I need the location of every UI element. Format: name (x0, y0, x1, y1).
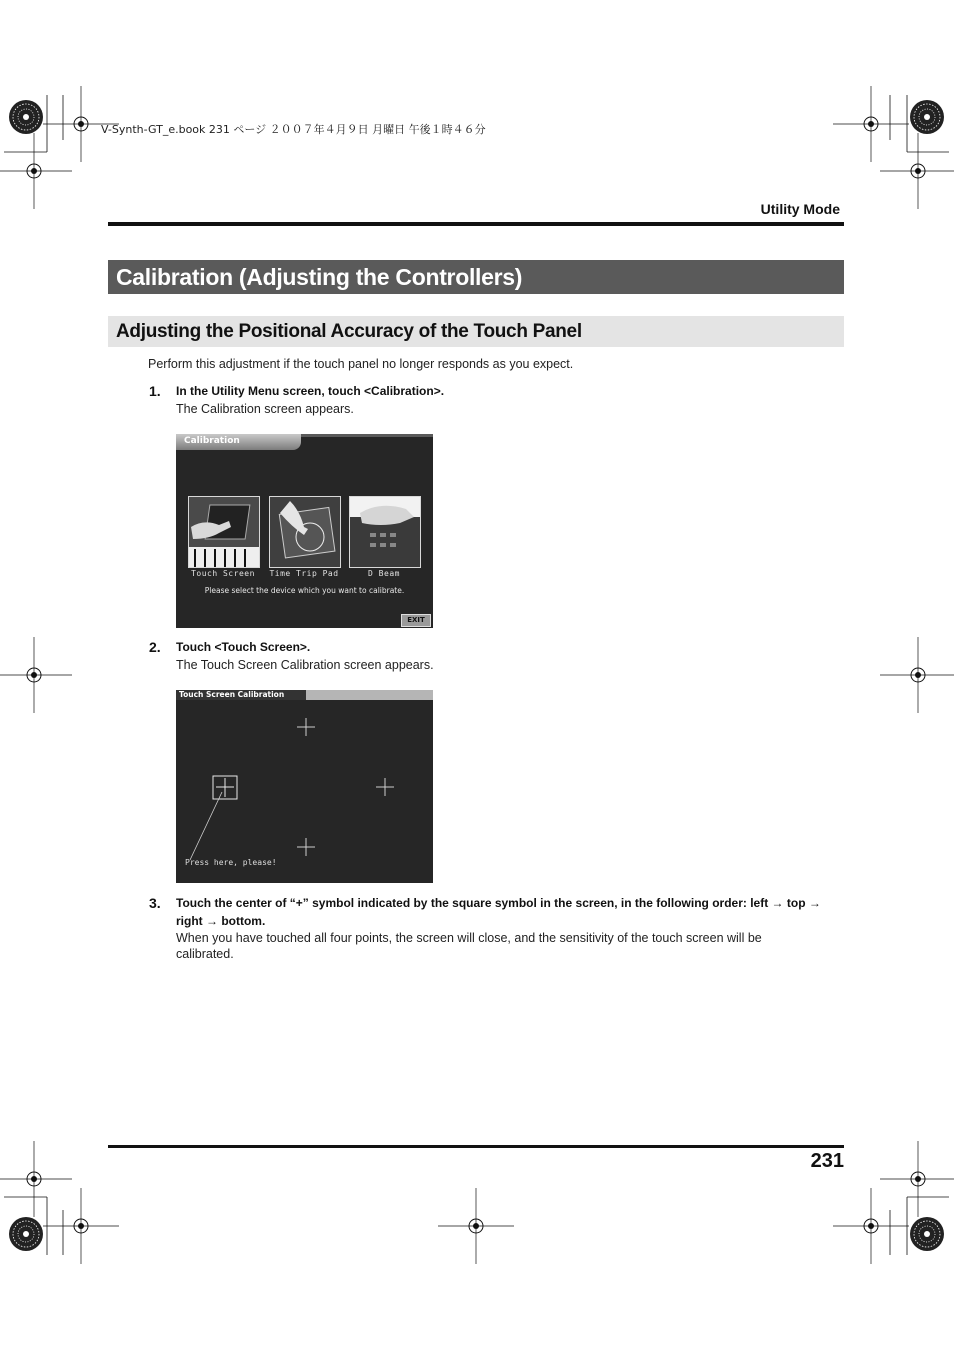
file-header: V-Synth-GT_e.book 231 ページ ２００７年４月９日 月曜日 午後１時４６分 (101, 123, 486, 136)
select-device-prompt: Please select the device which you want to calibrate. (204, 586, 405, 595)
page-number: 231 (810, 1150, 844, 1172)
right-cross-icon (376, 778, 394, 796)
bottom-rule (108, 1145, 844, 1148)
pointer-line (190, 792, 222, 860)
step-2-note: The Touch Screen Calibration screen appears. (176, 658, 434, 672)
d-beam-photo[interactable] (349, 496, 421, 568)
step-3-text-line-2: right → bottom. (176, 914, 266, 928)
step-1-note: The Calibration screen appears. (176, 402, 354, 416)
touch-screen-photo[interactable] (188, 496, 260, 568)
calibration-tab-label: Calibration (184, 436, 240, 446)
exit-button[interactable]: EXIT (401, 614, 431, 627)
step-3-number: 3. (149, 895, 161, 911)
step-1-text: In the Utility Menu screen, touch <Calibration>. (176, 384, 445, 398)
time-trip-pad-image (270, 497, 340, 567)
device-label-touch-screen: Touch Screen (191, 569, 255, 578)
subsection-title: Adjusting the Positional Accuracy of the Touch Panel (108, 316, 844, 347)
step-2-number: 2. (149, 639, 161, 655)
device-label-time-trip-pad: Time Trip Pad (269, 569, 339, 578)
calibration-screen-screenshot (176, 434, 433, 628)
time-trip-pad-photo[interactable] (269, 496, 341, 568)
step-3-text-line-1: Touch the center of “+” symbol indicated by the square symbol in the screen, in the following order: left → top → (176, 896, 821, 910)
touch-screen-image (189, 497, 259, 567)
intro-paragraph: Perform this adjustment if the touch panel no longer responds as you expect. (148, 357, 574, 371)
bottom-cross-icon (297, 838, 315, 856)
step-3-note-line-1: When you have touched all four points, the screen will close, and the sensitivity of the touch screen will be (176, 931, 762, 945)
running-head: Utility Mode (760, 201, 840, 217)
press-here-hint: Press here, please! (185, 858, 277, 867)
step-2-text: Touch <Touch Screen>. (176, 640, 311, 654)
section-title: Calibration (Adjusting the Controllers) (108, 260, 844, 294)
device-label-d-beam: D Beam (368, 569, 400, 578)
left-cross-target-icon (213, 776, 237, 799)
step-3-note-line-2: calibrated. (176, 947, 234, 961)
top-rule (108, 222, 844, 226)
top-cross-icon (297, 718, 315, 736)
d-beam-image (350, 497, 420, 567)
screen-title: Touch Screen Calibration (179, 690, 285, 699)
step-1-number: 1. (149, 383, 161, 399)
screen-top-bar (301, 434, 433, 437)
calibration-targets (176, 690, 433, 883)
touch-screen-calibration-screenshot (176, 690, 433, 883)
